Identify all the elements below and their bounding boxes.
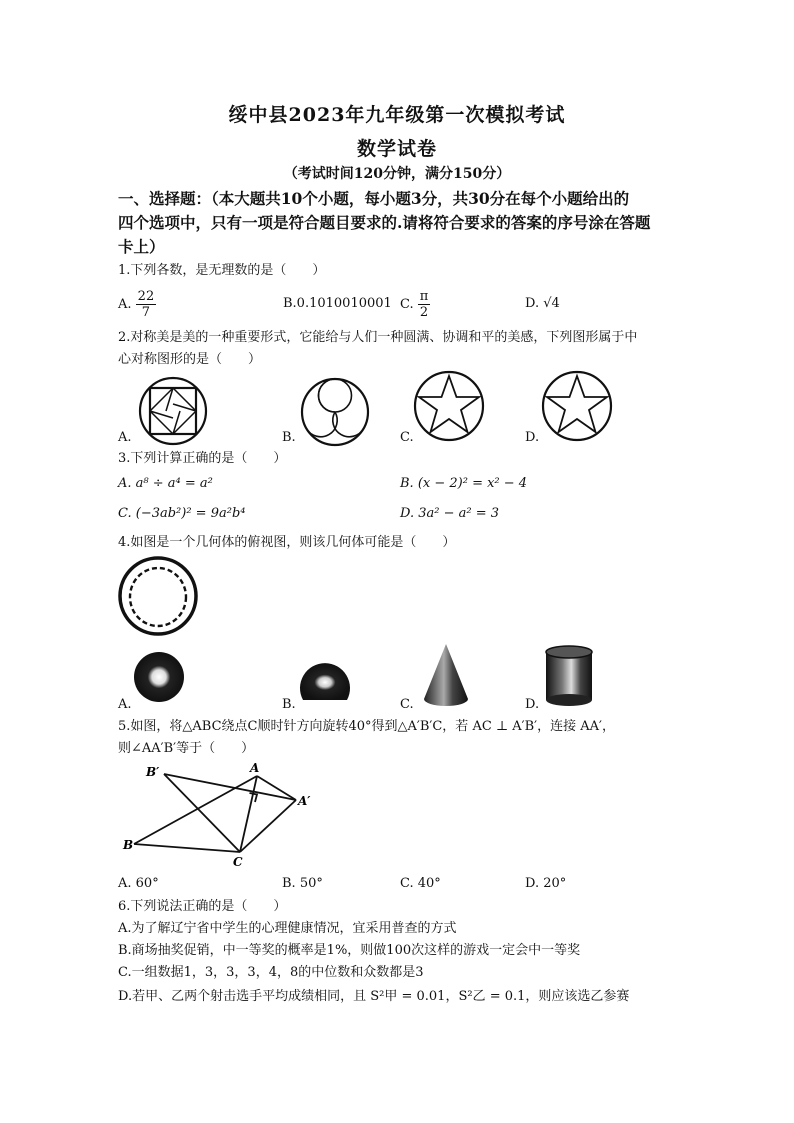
q1-option-c-fraction xyxy=(418,289,431,320)
q1-c-denominator: 2 xyxy=(419,305,429,320)
q2-stem-line2: 心对称图形的是（ ） xyxy=(118,352,262,367)
exam-subject: 数学试卷 xyxy=(356,138,437,160)
q2-option-a: A. xyxy=(118,430,132,445)
q2-figure-b xyxy=(300,377,370,447)
q5-stem-line2: 则∠AA′B′等于（ ） xyxy=(118,741,255,756)
q5-triangle-figure xyxy=(120,762,330,872)
q4-figure-c xyxy=(421,642,471,708)
q5-label-c: C xyxy=(233,855,243,869)
q6-stem: 6.下列说法正确的是（ ） xyxy=(118,899,287,914)
q1-option-b: B.0.1010010001 xyxy=(283,296,392,311)
q5-stem-line1: 5.如图，将△ABC绕点C顺时针方向旋转40°得到△A′B′C，若 AC ⊥ A′B′，连接 AA′， xyxy=(118,719,615,734)
q1-option-c xyxy=(400,289,430,320)
q5-label-b: B xyxy=(123,838,134,852)
q5-option-b: B. 50° xyxy=(282,876,323,891)
section-heading-line3: 卡上） xyxy=(118,237,165,256)
q4-stem: 4.如图是一个几何体的俯视图，则该几何体可能是（ ） xyxy=(118,535,456,550)
q6-option-a: A.为了解辽宁省中学生的心理健康情况，宜采用普查的方式 xyxy=(118,921,457,936)
q4-option-a: A. xyxy=(118,697,132,712)
q6-option-c: C.一组数据1，3，3，3，4，8的中位数和众数都是3 xyxy=(118,965,424,980)
q1-option-d: D. √4 xyxy=(525,296,560,311)
q6-option-d: D.若甲、乙两个射击选手平均成绩相同，且 S²甲 = 0.01，S²乙 = 0.1，则应该选乙参赛 xyxy=(118,989,630,1004)
q4-option-d: D. xyxy=(525,697,540,712)
q4-figure-a xyxy=(133,651,185,703)
q3-option-b: B. (x − 2)² = x² − 4 xyxy=(400,476,528,491)
section-heading-line2: 四个选项中，只有一项是符合题目要求的.请将符合要求的答案的序号涂在答题 xyxy=(118,213,651,232)
q5-label-b-prime: B′ xyxy=(146,765,160,779)
exam-info: （考试时间120分钟，满分150分） xyxy=(283,166,511,182)
q5-option-c: C. 40° xyxy=(400,876,441,891)
q4-option-c: C. xyxy=(400,697,414,712)
q5-option-a: A. 60° xyxy=(118,876,159,891)
section-heading-line1: 一、选择题：（本大题共10个小题，每小题3分，共30分在每个小题给出的 xyxy=(118,189,630,208)
q3-option-d: D. 3a² − a² = 3 xyxy=(400,506,500,521)
exam-title: 绥中县2023年九年级第一次模拟考试 xyxy=(228,104,566,126)
q5-label-a-prime: A′ xyxy=(298,794,311,808)
q1-option-a xyxy=(118,289,156,320)
q6-option-b: B.商场抽奖促销，中一等奖的概率是1%，则做100次这样的游戏一定会中一等奖 xyxy=(118,943,581,958)
q3-stem: 3.下列计算正确的是（ ） xyxy=(118,451,287,466)
q1-option-c-label: C. xyxy=(400,297,414,312)
q4-top-view-figure xyxy=(117,555,199,637)
q2-option-d: D. xyxy=(525,430,540,445)
q1-stem: 1.下列各数，是无理数的是（ ） xyxy=(118,263,326,278)
q1-a-numerator: 22 xyxy=(137,289,155,304)
q1-c-numerator: π xyxy=(419,289,429,304)
q3-option-a: A. a⁸ ÷ a⁴ = a² xyxy=(118,476,213,491)
q2-figure-a xyxy=(138,376,208,446)
q2-option-c: C. xyxy=(400,430,414,445)
q3-option-c: C. (−3ab²)² = 9a²b⁴ xyxy=(118,506,246,521)
q2-figure-c xyxy=(413,370,485,442)
q2-option-b: B. xyxy=(282,430,296,445)
q1-a-denominator: 7 xyxy=(141,305,151,320)
q4-figure-d xyxy=(543,644,595,708)
q1-option-a-label: A. xyxy=(118,297,132,312)
q5-label-a: A xyxy=(250,761,260,775)
q2-figure-d xyxy=(541,370,613,442)
q1-option-a-fraction xyxy=(136,289,157,320)
q2-stem-line1: 2.对称美是美的一种重要形式，它能给与人们一种圆满、协调和平的美感，下列图形属于中 xyxy=(118,330,638,345)
q5-option-d: D. 20° xyxy=(525,876,567,891)
q4-figure-b xyxy=(297,654,353,704)
q4-option-b: B. xyxy=(282,697,296,712)
